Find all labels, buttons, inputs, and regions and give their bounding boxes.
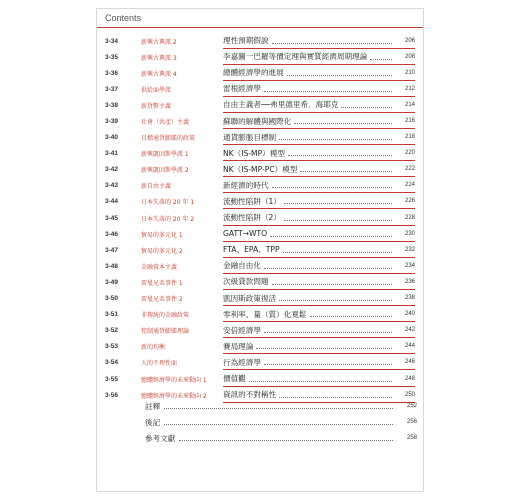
entry-number: 3-38 (105, 101, 119, 109)
dot-leader (287, 70, 392, 76)
entry-title: 流動性陷阱（1） (223, 196, 281, 206)
entry-page-number: 224 (404, 182, 415, 189)
entry-number: 3-56 (105, 391, 119, 399)
entry-section-label: 非傳統的金融政策 (141, 312, 190, 320)
entry-section-label: 貿易的多元化 2 (141, 247, 183, 255)
entry-page-number: 228 (404, 214, 415, 221)
entry-page-number: 206 (404, 37, 415, 44)
entry-section-label: 新貨幣主義 (141, 102, 172, 110)
toc-entry[interactable] (105, 371, 417, 387)
entry-number: 3-43 (105, 182, 119, 190)
entry-number: 3-55 (105, 375, 119, 383)
entry-title-box (223, 291, 415, 306)
toc-entry[interactable] (105, 162, 417, 178)
dot-leader (284, 215, 392, 221)
entry-number: 3-47 (105, 246, 119, 254)
entry-title: 流動性陷阱（2） (223, 213, 281, 223)
back-matter-page-number: 252 (406, 403, 417, 409)
entry-section-label: 社會（共產）主義 (141, 119, 190, 127)
entry-page-number: 244 (404, 343, 415, 350)
entry-title-box (223, 66, 415, 81)
entry-title-box (223, 307, 415, 322)
back-matter-page-number: 258 (406, 435, 417, 441)
entry-page-number: 240 (404, 311, 415, 318)
dot-leader (264, 327, 392, 333)
toc-entry[interactable] (105, 274, 417, 290)
page-header: Contents (105, 13, 142, 23)
toc-entry[interactable] (105, 258, 417, 274)
entry-title: 通貨膨脹目標制 (223, 132, 277, 142)
entry-title: NK（IS-MP-PC）模型 (223, 164, 298, 174)
dot-leader (249, 376, 392, 382)
toc-entry[interactable] (105, 49, 417, 65)
dot-leader (279, 295, 392, 301)
entry-title: 凱因斯政策復活 (223, 293, 277, 303)
entry-title-box (223, 178, 415, 193)
dot-leader (283, 247, 392, 253)
entry-page-number: 222 (404, 166, 415, 173)
entry-title-box (223, 323, 415, 338)
toc-entry[interactable] (105, 242, 417, 258)
entry-page-number: 216 (404, 118, 415, 125)
back-matter-entry[interactable] (145, 398, 417, 414)
entry-page-number: 242 (404, 327, 415, 334)
entry-title: 安倍經濟學 (223, 325, 261, 335)
entry-title-box (223, 98, 415, 113)
dot-leader (294, 118, 392, 124)
back-matter-title: 註釋 (145, 401, 161, 411)
entry-title: 賽局理論 (223, 341, 254, 351)
dot-leader (341, 102, 392, 108)
entry-number: 3-54 (105, 359, 119, 367)
entry-title: 理性預期假說 (223, 36, 269, 46)
entry-page-number: 226 (404, 198, 415, 205)
dot-leader (272, 182, 392, 188)
toc-entry[interactable] (105, 130, 417, 146)
dot-leader (270, 231, 392, 237)
entry-title-box (223, 146, 415, 161)
entry-section-label: 人的不理性面 (141, 360, 178, 368)
entry-title: 金融自由化 (223, 261, 261, 271)
entry-number: 3-40 (105, 134, 119, 142)
entry-section-label: 供給面學派 (141, 86, 172, 94)
toc-entry[interactable] (105, 81, 417, 97)
book-page (96, 8, 424, 492)
entry-section-label: 雷曼兄弟事件 1 (141, 279, 183, 287)
entry-title-box (223, 194, 415, 209)
entry-section-label: 日本失落的 20 年 1 (141, 199, 195, 207)
entry-section-label: 總體經濟學的未來動向 2 (141, 392, 207, 400)
entry-section-label: 控制通貨膨脹理論 (141, 328, 190, 336)
entry-number: 3-53 (105, 343, 119, 351)
entry-title: 蘇聯的解體與國際化 (223, 116, 292, 126)
entry-number: 3-52 (105, 327, 119, 335)
entry-number: 3-36 (105, 69, 119, 77)
back-matter-entry[interactable] (145, 430, 417, 446)
back-matter-title: 參考文獻 (145, 433, 176, 443)
entry-title: 次級貸款問題 (223, 277, 269, 287)
dot-leader (264, 359, 392, 365)
back-matter-list (145, 398, 417, 446)
dot-leader (264, 263, 392, 269)
dot-leader (370, 54, 392, 60)
entry-title: 資訊的不對稱性 (223, 390, 277, 400)
dot-leader (164, 419, 393, 425)
entry-number: 3-48 (105, 262, 119, 270)
entry-page-number: 248 (404, 375, 415, 382)
entry-page-number: 232 (404, 246, 415, 253)
dot-leader (284, 198, 392, 204)
entry-number: 3-41 (105, 150, 119, 158)
entry-page-number: 220 (404, 150, 415, 157)
entry-section-label: 雷曼兄弟事件 2 (141, 296, 183, 304)
entry-number: 3-39 (105, 118, 119, 126)
header-rule (97, 27, 423, 28)
entry-title-box (223, 82, 415, 97)
entry-page-number: 210 (404, 69, 415, 76)
entry-section-label: 新自由主義 (141, 183, 172, 191)
entry-number: 3-37 (105, 85, 119, 93)
dot-leader (279, 134, 392, 140)
entry-title: 新經濟的時代 (223, 180, 269, 190)
entry-title: NK（IS-MP）模型 (223, 148, 285, 158)
entry-title-box (223, 243, 415, 258)
entry-page-number: 212 (404, 85, 415, 92)
toc-entry[interactable] (105, 146, 417, 162)
entry-section-label: 日本失落的 20 年 2 (141, 215, 195, 223)
entry-page-number: 230 (404, 230, 415, 237)
dot-leader (164, 403, 393, 409)
toc-entry[interactable] (105, 194, 417, 210)
entry-title-box (223, 227, 415, 242)
dot-leader (300, 166, 392, 172)
entry-section-label: 總體經濟學的未來動向 1 (141, 376, 207, 384)
back-matter-page-number: 256 (406, 419, 417, 425)
entry-page-number: 250 (404, 391, 415, 398)
toc-entry[interactable] (105, 226, 417, 242)
entry-title: 李嘉圖一巴羅等價定理與實質經濟周期理論 (223, 52, 368, 62)
toc-list (105, 33, 417, 403)
dot-leader (272, 279, 392, 285)
entry-section-label: 新興凱因斯學派 1 (141, 151, 189, 159)
entry-number: 3-35 (105, 53, 119, 61)
entry-title: 雷根經濟學 (223, 84, 261, 94)
entry-page-number: 234 (404, 262, 415, 269)
entry-number: 3-45 (105, 214, 119, 222)
toc-entry[interactable] (105, 323, 417, 339)
entry-number: 3-42 (105, 166, 119, 174)
entry-page-number: 218 (404, 134, 415, 141)
toc-entry[interactable] (105, 113, 417, 129)
entry-page-number: 236 (404, 278, 415, 285)
entry-section-label: 新興古典派 3 (141, 54, 177, 62)
toc-entry[interactable] (105, 210, 417, 226)
entry-title-box (223, 34, 415, 49)
entry-title: 行為經濟學 (223, 357, 261, 367)
entry-number: 3-49 (105, 278, 119, 286)
entry-number: 3-46 (105, 230, 119, 238)
entry-title: GATT→WTO (223, 229, 268, 239)
toc-entry[interactable] (105, 307, 417, 323)
toc-entry[interactable] (105, 65, 417, 81)
entry-title: 零利率、量（質）化寬鬆 (223, 309, 307, 319)
entry-title: FTA、EPA、TPP (223, 245, 280, 255)
entry-title: 價值觀 (223, 374, 246, 384)
entry-section-label: 新興古典派 4 (141, 70, 177, 78)
back-matter-entry[interactable] (145, 414, 417, 430)
entry-section-label: 新興凱因斯學派 2 (141, 167, 189, 175)
entry-title: 總體經濟學的進展 (223, 68, 284, 78)
dot-leader (256, 343, 392, 349)
entry-section-label: 新的均衡 (141, 344, 166, 352)
entry-number: 3-50 (105, 295, 119, 303)
entry-title-box (223, 114, 415, 129)
entry-title-box (223, 339, 415, 354)
entry-title-box (223, 50, 415, 65)
toc-entry[interactable] (105, 97, 417, 113)
entry-page-number: 214 (404, 101, 415, 108)
entry-section-label: 目標通貨膨脹的政策 (141, 135, 196, 143)
entry-title: 自由主義者──弗里德里希．海耶克 (223, 100, 339, 110)
entry-title-box (223, 162, 415, 177)
dot-leader (288, 150, 392, 156)
toc-entry[interactable] (105, 33, 417, 49)
entry-title-box (223, 130, 415, 145)
dot-leader (264, 86, 392, 92)
entry-title-box (223, 372, 415, 387)
entry-title-box (223, 211, 415, 226)
entry-number: 3-51 (105, 311, 119, 319)
dot-leader (272, 38, 392, 44)
entry-section-label: 金融資本主義 (141, 263, 178, 271)
toc-entry[interactable] (105, 291, 417, 307)
entry-title-box (223, 275, 415, 290)
entry-title-box (223, 355, 415, 370)
toc-entry[interactable] (105, 355, 417, 371)
entry-page-number: 238 (404, 295, 415, 302)
entry-number: 3-44 (105, 198, 119, 206)
toc-entry[interactable] (105, 178, 417, 194)
dot-leader (179, 435, 393, 441)
entry-page-number: 246 (404, 359, 415, 366)
entry-number: 3-34 (105, 37, 119, 45)
entry-section-label: 新興古典派 2 (141, 38, 177, 46)
entry-section-label: 貿易的多元化 1 (141, 231, 183, 239)
toc-entry[interactable] (105, 339, 417, 355)
entry-page-number: 208 (404, 53, 415, 60)
dot-leader (279, 392, 392, 398)
back-matter-title: 後記 (145, 417, 161, 427)
entry-title-box (223, 259, 415, 274)
dot-leader (310, 311, 392, 317)
